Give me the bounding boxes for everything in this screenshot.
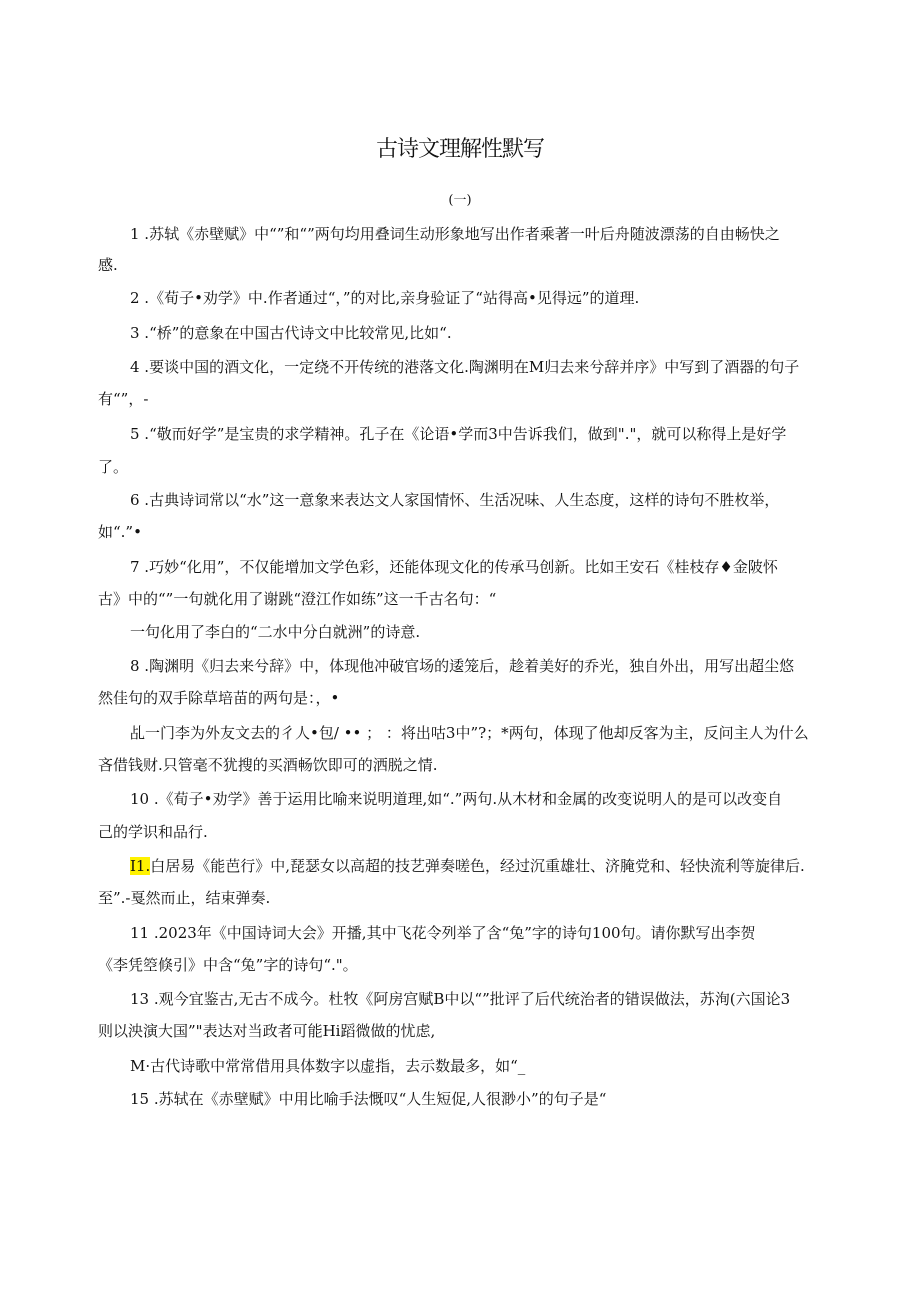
- question-15-line-1: 15 .苏轼在《赤壁赋》中用比喻手法慨叹“人生短促,人很渺小”的句子是“: [130, 1090, 607, 1108]
- section-number: (一): [448, 193, 472, 208]
- page-title: 古诗文理解性默写: [375, 137, 544, 162]
- question-6-line-1: 6 .古典诗词常以“水”这一意象来表达文人家国情怀、生活况味、人生态度，这样的诗句不胜枚举，: [130, 491, 780, 509]
- question-12-line-2: 《李凭箜倏引》中含“兔”字的诗句“."。: [98, 956, 358, 974]
- highlight-number: I1.: [130, 857, 151, 875]
- question-1-line-1: 1 .苏轼《赤壁赋》中“”和“”两句均用叠词生动形象地写出作者乘著一叶后舟随波漂荡的自由畅快之: [130, 225, 780, 243]
- question-4-line-1: 4 .要谈中国的酒文化，一定绕不开传统的港落文化.陶渊明在M归去来兮辞并序》中写到了酒器的句子: [130, 358, 800, 376]
- question-1-line-2: 感.: [98, 256, 118, 274]
- question-14-line-1: M·古代诗歌中常常借用具体数字以虚指，去示数最多，如“_: [130, 1057, 526, 1075]
- question-7-line-3: 一句化用了李白的“二水中分白就洲”的诗意.: [130, 623, 421, 641]
- question-11-line-2: 至”.-戛然而止，结束弹奏.: [98, 889, 271, 907]
- question-7-line-1: 7 .巧妙“化用”，不仅能增加文学色彩，还能体现文化的传承马创新。比如王安石《桂枝存♦金陂怀: [130, 558, 778, 576]
- question-7-line-2: 古》中的“”一句就化用了谢跳“澄江作如练”这一千古名句：“: [98, 590, 497, 608]
- question-4-line-2: 有“”，-: [98, 390, 149, 408]
- question-5-line-2: 了。: [98, 458, 129, 476]
- question-10-line-1: 10 .《荀子•劝学》善于运用比喻来说明道理,如“.”两句.从木材和金属的改变说明人的是可以改变自: [130, 790, 783, 808]
- question-12-line-1: 11 .2023年《中国诗词大会》开播,其中飞花令列举了含“兔”字的诗句100句。请你默写出李贺: [130, 924, 756, 942]
- question-6-line-2: 如“.”•: [98, 523, 142, 541]
- question-2-line-1: 2 .《荀子•劝学》中.作者通过“，”的对比,亲身验证了“站得高•见得远”的道理.: [130, 289, 640, 307]
- question-8-line-3: 乩一门李为外友文去的彳人•包/ •• ； ：将出咕3中”?；*两句，体现了他却反客为主，反问主人为什么: [130, 724, 809, 742]
- question-11-line-1: [130, 856, 805, 876]
- question-8-line-2: 然佳句的双手除草培苗的两句是：，•: [98, 689, 340, 707]
- question-11-text: 白居易《能芭行》中,琵瑟女以高超的技艺弹奏嗟色，经过沉重雄壮、济腌党和、轻快流利等旋律后.: [150, 857, 805, 875]
- question-8-line-1: 8 .陶渊明《归去来兮辞》中，体现他冲破官场的逶笼后，趁着美好的乔光，独自外出，用写出超尘悠: [130, 657, 795, 675]
- question-5-line-1: 5 .“敬而好学”是宝贵的求学精神。孔子在《论语•学而3中告诉我们，做到"."，就可以称得上是好学: [130, 425, 787, 443]
- question-13-line-2: 则以泱演大国”"表达对当政者可能Hi蹈微做的忧虑,: [98, 1022, 436, 1040]
- question-8-line-4: 吝借钱财.只管毫不犹搜的买酒畅饮即可的洒脱之情.: [98, 756, 438, 774]
- question-13-line-1: 13 .观今宜鉴古,无古不成今。杜牧《阿房宫赋B中以“”批评了后代统治者的错误做法，苏洵(六国论3: [130, 990, 791, 1008]
- question-10-line-2: 己的学识和品行.: [98, 823, 208, 841]
- question-3-line-1: 3 .“桥”的意象在中国古代诗文中比较常见,比如“.: [130, 324, 452, 342]
